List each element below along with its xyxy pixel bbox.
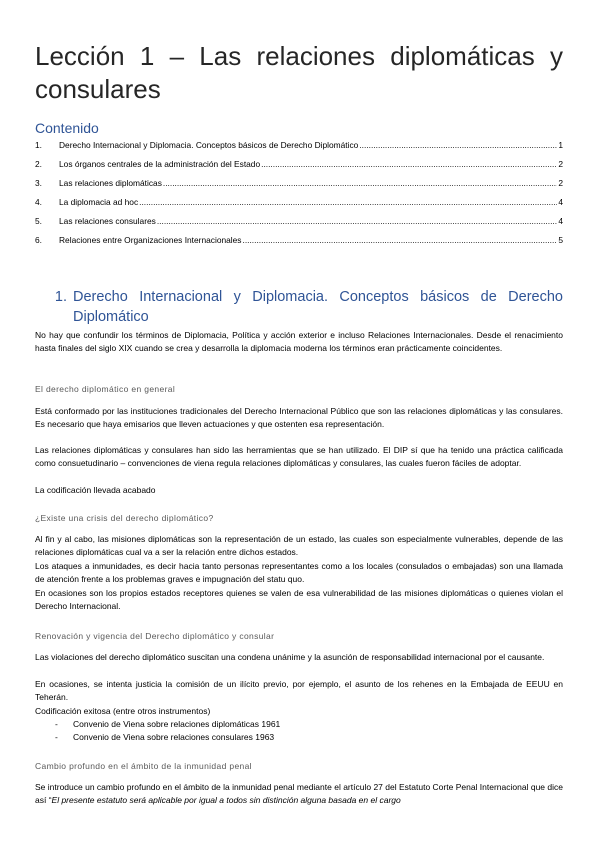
- toc-entry-number: 4.: [35, 197, 42, 207]
- paragraph: En ocasiones, se intenta justicia la comisión de un ilícito previo, por ejemplo, el asunto de los rehenes en la Embajada de EEUU en Teherán.: [35, 679, 563, 702]
- paragraph: Las relaciones diplomáticas y consulares han sido las herramientas que se han utilizado. El DIP sí que ha tenido una práctica calificada como consuetudinario – convenciones de viena regula relaciones diplomáticas y consulares, las cuales fueron fáciles de adoptar.: [35, 445, 563, 468]
- paragraph: Al fin y al cabo, las misiones diplomáticas son la representación de un estado, las cuales son especialmente vulnerables, depende de las relaciones diplomáticas cual va a ser la relación entre dichos estados.: [35, 534, 563, 557]
- toc-entry-number: 2.: [35, 159, 42, 169]
- paragraph: Está conformado por las instituciones tradicionales del Derecho Internacional Público que son las relaciones diplomáticas y las consulares. Es necesario que haya emisarios que lleven actuaciones y que ostenten esa representación.: [35, 406, 563, 429]
- subheading: Cambio profundo en el ámbito de la inmunidad penal: [35, 761, 252, 771]
- toc-entry[interactable]: [35, 235, 563, 254]
- section-heading: [35, 287, 563, 327]
- section-number: 1.: [54, 289, 67, 305]
- section-title: Derecho Internacional y Diplomacia. Conceptos básicos de Derecho Diplomático: [73, 289, 563, 325]
- toc-leader: [139, 197, 557, 207]
- toc-entry-page: 4: [558, 216, 563, 226]
- toc-leader: [157, 216, 557, 226]
- list-item: [55, 718, 280, 731]
- toc-entry[interactable]: [35, 140, 563, 159]
- paragraph-text: Se introduce un cambio profundo en el ámbito de la inmunidad penal mediante el artículo 27 del Estatuto Corte Penal Internacional que dice así “: [35, 782, 563, 805]
- bullet-list: [55, 718, 280, 744]
- subheading: El derecho diplomático en general: [35, 384, 176, 394]
- paragraph: Codificación exitosa (entre otros instrumentos): [35, 706, 211, 716]
- toc-entry-title: Las relaciones diplomáticas: [59, 178, 162, 188]
- toc-entry[interactable]: [35, 178, 563, 197]
- table-of-contents: [35, 140, 563, 254]
- paragraph: Los ataques a inmunidades, es decir hacia tanto personas representantes como a los locales (consulados o embajadas) son una llamada de atención frente a los problemas graves e impugnación del statu quo.: [35, 561, 563, 584]
- page-title: Lección 1 – Las relaciones diplomáticas y consulares: [35, 41, 563, 104]
- toc-entry[interactable]: [35, 216, 563, 235]
- toc-entry-title: La diplomacia ad hoc: [59, 197, 139, 207]
- paragraph: [35, 781, 563, 807]
- list-dash: -: [55, 731, 58, 742]
- toc-entry[interactable]: [35, 197, 563, 216]
- paragraph: En ocasiones son los propios estados receptores quienes se valen de esa vulnerabilidad de las misiones diplomáticas o quienes violan el Derecho Internacional.: [35, 588, 563, 611]
- list-item-text: Convenio de Viena sobre relaciones diplomáticas 1961: [73, 719, 281, 729]
- quoted-text: El presente estatuto será aplicable por igual a todos sin distinción alguna basada en el cargo: [51, 794, 401, 805]
- toc-entry-page: 5: [558, 235, 563, 245]
- paragraph: La codificación llevada acabado: [35, 485, 156, 495]
- toc-entry-title: Los órganos centrales de la administración del Estado: [59, 159, 261, 169]
- toc-entry-title: Las relaciones consulares: [59, 216, 156, 226]
- toc-entry-number: 3.: [35, 178, 42, 188]
- toc-entry-number: 1.: [35, 140, 42, 150]
- toc-entry[interactable]: [35, 159, 563, 178]
- toc-heading: Contenido: [35, 120, 99, 136]
- toc-entry-page: 1: [558, 140, 563, 150]
- toc-entry-page: 2: [558, 178, 563, 188]
- toc-entry-page: 4: [558, 197, 563, 207]
- list-dash: -: [55, 719, 58, 729]
- paragraph: Las violaciones del derecho diplomático suscitan una condena unánime y la asunción de responsabilidad internacional por el causante.: [35, 652, 545, 662]
- subheading: Renovación y vigencia del Derecho diplomático y consular: [35, 631, 275, 641]
- toc-entry-title: Relaciones entre Organizaciones Internacionales: [59, 235, 242, 245]
- list-item: [55, 731, 280, 744]
- toc-entry-page: 2: [558, 159, 563, 169]
- list-item-text: Convenio de Viena sobre relaciones consulares 1963: [73, 731, 275, 742]
- toc-leader: [163, 178, 557, 188]
- toc-leader: [243, 235, 558, 245]
- subheading: ¿Existe una crisis del derecho diplomático?: [35, 513, 214, 523]
- toc-entry-title: Derecho Internacional y Diplomacia. Conceptos básicos de Derecho Diplomático: [59, 140, 359, 150]
- section-intro-paragraph: No hay que confundir los términos de Diplomacia, Política y acción exterior e incluso Relaciones Internacionales. Desde el renacimiento hasta finales del siglo XIX cuando se crea y desarrolla la diplomacia moderna los términos eran prácticamente coincidentes.: [35, 330, 563, 353]
- toc-entry-number: 6.: [35, 235, 42, 245]
- toc-leader: [359, 140, 557, 150]
- toc-entry-number: 5.: [35, 216, 42, 226]
- toc-leader: [261, 159, 557, 169]
